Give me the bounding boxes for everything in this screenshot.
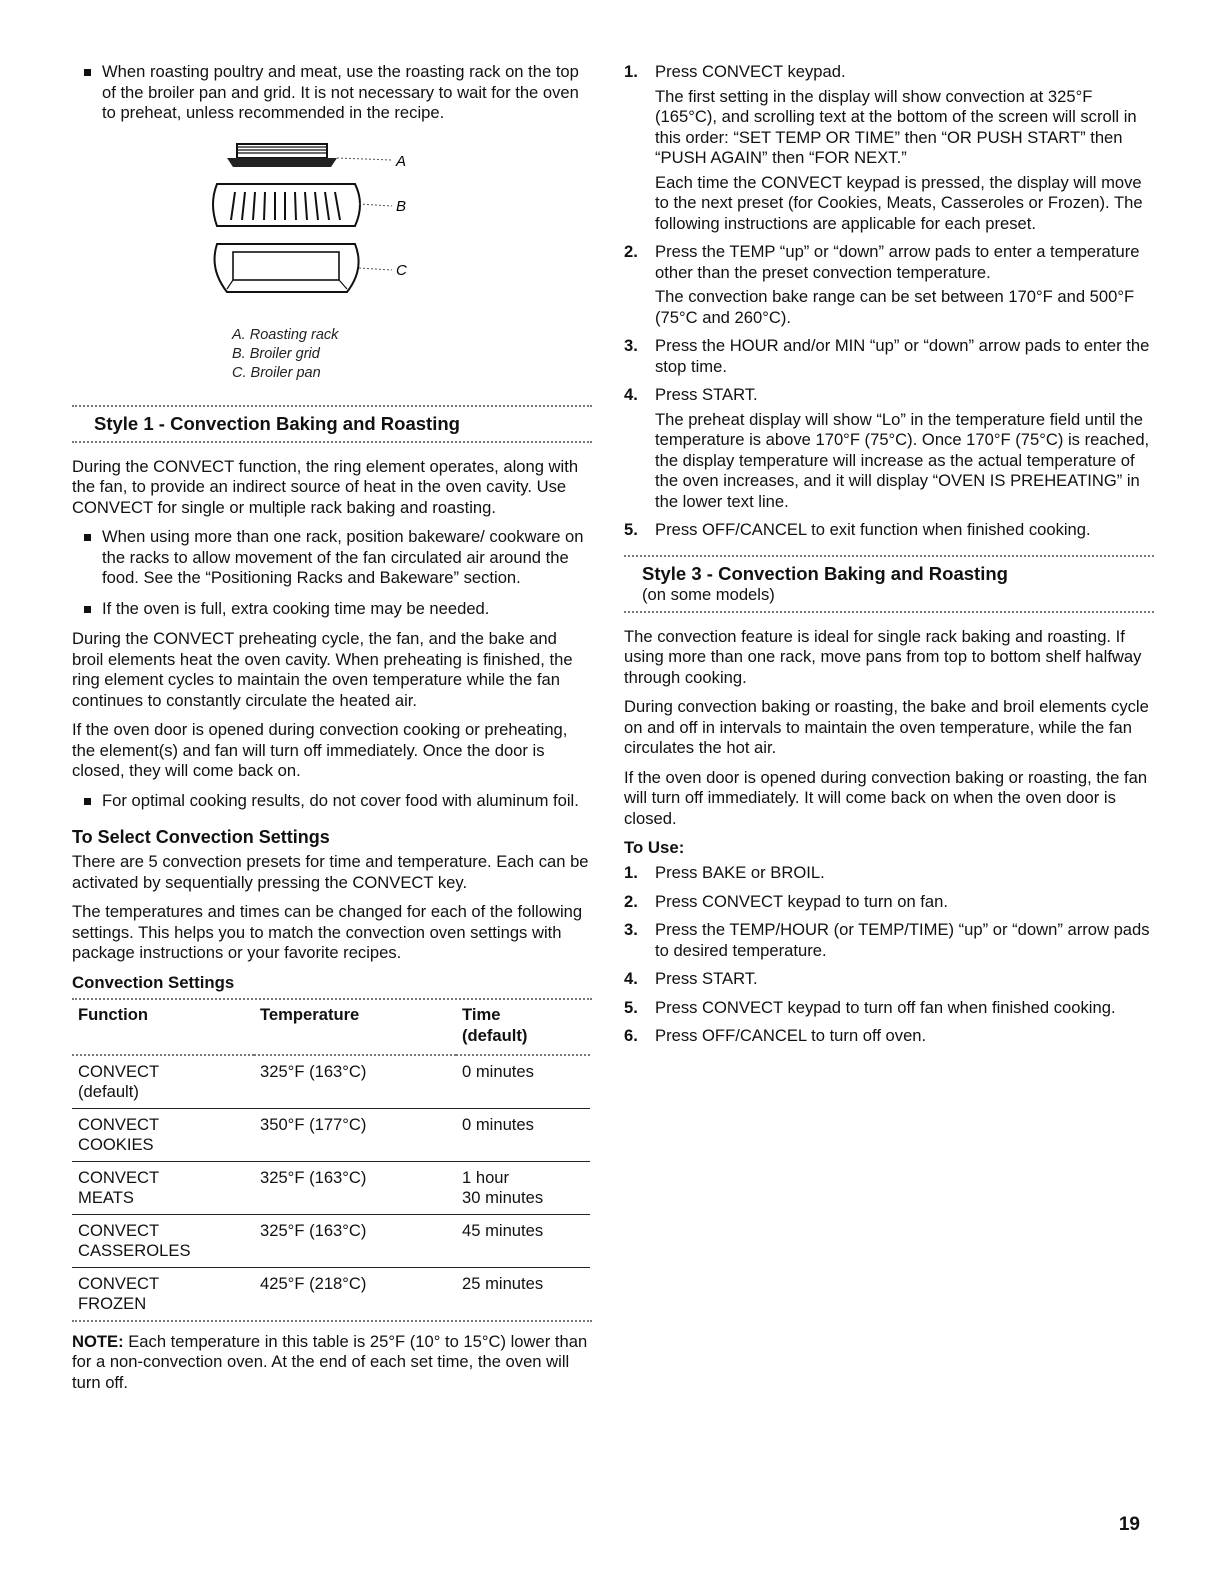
table-row xyxy=(72,1108,590,1161)
function-cell: CONVECT MEATS xyxy=(72,1161,254,1214)
style3-paragraph: The convection feature is ideal for single rack baking and roasting. If using more than one rack, move pans from top to bottom shelf halfway through cooking. xyxy=(624,626,1142,687)
temperature-cell: 325°F (163°C) xyxy=(254,1214,456,1267)
bullet-icon xyxy=(84,534,91,541)
bullet-item: When using more than one rack, position bakeware/ cookware on the racks to allow movement of the fan circulated air around the food. See the “Positioning Racks and Bakeware” section. xyxy=(72,527,592,589)
table-row xyxy=(72,1267,590,1320)
bullet-item: For optimal cooking results, do not cover food with aluminum foil. xyxy=(72,791,592,812)
figure-captions xyxy=(72,326,592,383)
broiler-pan-drawing xyxy=(215,244,392,292)
select-paragraph: There are 5 convection presets for time and temperature. Each can be activated by sequentially pressing the CONVECT key. xyxy=(72,852,589,892)
right-column xyxy=(624,62,1154,1055)
style1-paragraph: During the CONVECT function, the ring element operates, along with the fan, to provide an indirect source of heat in the oven cavity. Use CONVECT for single or multiple rack baking and roasting. xyxy=(72,456,579,517)
table-header-row xyxy=(72,1000,590,1054)
temperature-cell: 425°F (218°C) xyxy=(260,1273,367,1293)
roasting-pan-illustration xyxy=(187,134,547,326)
convection-settings-table xyxy=(72,1000,590,1320)
select-paragraph: The temperatures and times can be changed for each of the following settings. This helps you to match the convection oven settings with package instructions or your favorite recipes. xyxy=(72,902,583,962)
time-cell: 0 minutes xyxy=(456,1055,590,1109)
time-cell: 1 hour 30 minutes xyxy=(456,1161,590,1214)
time-cell: 0 minutes xyxy=(456,1108,590,1161)
temperature-cell: 350°F (177°C) xyxy=(254,1108,456,1161)
step-item: 3. Press the TEMP/HOUR (or TEMP/TIME) “up” or “down” arrow pads to desired temperature. xyxy=(624,920,1150,960)
table-row xyxy=(72,1055,590,1109)
bullet-icon xyxy=(84,798,91,805)
page-number: 19 xyxy=(1118,1514,1140,1535)
step-item: 2. Press the TEMP “up” or “down” arrow pads to enter a temperature other than the preset convection temperature. The convection bake range can be set between 170°F and 500°F (75°C and 260°C). xyxy=(624,242,1140,327)
style3-paragraph: If the oven door is opened during convection baking or roasting, the fan will turn off immediately. It will come back on when the oven door is closed. xyxy=(624,767,1148,828)
step-item: 5. Press CONVECT keypad to turn off fan when finished cooking. xyxy=(624,997,1116,1017)
left-column xyxy=(72,62,592,1402)
caption-c: C. Broiler pan xyxy=(232,364,321,381)
step-item: 3. Press the HOUR and/or MIN “up” or “down” arrow pads to enter the stop time. xyxy=(624,336,1150,376)
temperature-cell: 325°F (163°C) xyxy=(254,1055,456,1109)
step-item: 5. Press OFF/CANCEL to exit function when finished cooking. xyxy=(624,520,1091,539)
broiler-grid-drawing xyxy=(213,184,392,226)
step-item: 2. Press CONVECT keypad to turn on fan. xyxy=(624,891,948,911)
style3-heading: Style 3 - Convection Baking and Roasting xyxy=(642,562,1008,584)
divider xyxy=(624,555,1154,557)
table-row xyxy=(72,1214,590,1267)
step-item: 1. Press BAKE or BROIL. xyxy=(624,863,825,882)
bullet-item: When roasting poultry and meat, use the roasting rack on the top of the broiler pan and grid. It is not necessary to wait for the oven to preheat, unless recommended in the recipe. xyxy=(72,62,592,124)
bullet-icon xyxy=(84,606,91,613)
divider xyxy=(72,441,592,443)
function-cell: CONVECT (default) xyxy=(72,1055,254,1109)
style1-paragraph: During the CONVECT preheating cycle, the fan, and the bake and broil elements heat the oven cavity. When preheating is finished, the ring element cycles to maintain the oven temperature while the fan continues to constantly circulate the heated air. xyxy=(72,629,573,710)
time-cell: 25 minutes xyxy=(462,1273,544,1293)
table-title: Convection Settings xyxy=(72,972,235,992)
style3-subheading: (on some models) xyxy=(642,584,775,604)
table-note: NOTE: Each temperature in this table is 25°F (10° to 15°C) lower than for a non-convection oven. At the end of each set time, the oven will turn off. xyxy=(72,1331,588,1392)
bullet-icon xyxy=(84,69,91,76)
time-cell: 45 minutes xyxy=(456,1214,590,1267)
caption-a: A. Roasting rack xyxy=(232,326,339,343)
header-temperature: Temperature xyxy=(260,1004,360,1024)
roasting-figure xyxy=(72,134,592,326)
temperature-cell: 325°F (163°C) xyxy=(254,1161,456,1214)
header-time: Time (default) xyxy=(462,1004,528,1045)
select-settings-heading: To Select Convection Settings xyxy=(72,827,330,847)
callout-c: C xyxy=(396,261,407,279)
style1-paragraph: If the oven door is opened during convection cooking or preheating, the element(s) and fan will turn off immediately. Once the door is closed, they will come back on. xyxy=(72,720,568,780)
caption-b: B. Broiler grid xyxy=(232,345,320,362)
divider xyxy=(72,1320,592,1322)
header-function: Function xyxy=(78,1004,149,1024)
roasting-rack-drawing xyxy=(227,144,392,167)
callout-a: A xyxy=(396,152,407,170)
step-item: 4. Press START. xyxy=(624,969,758,988)
bullet-item: If the oven is full, extra cooking time may be needed. xyxy=(72,599,592,620)
step-item: 1. Press CONVECT keypad. The first setting in the display will show convection at 325°F (165°C), and scrolling text at the bottom of the screen will scroll in this order: “SET TEMP OR TIME” then “OR PUSH START” then “PUSH AGAIN” then “FOR NEXT.” Each time the CONVECT keypad is pressed, the display will move to the next preset (for Cookies, Meats, Casseroles or Frozen). The following instructions are applicable for each preset. xyxy=(624,62,1143,233)
callout-b: B xyxy=(396,197,407,215)
divider xyxy=(72,405,592,407)
function-cell: CONVECT FROZEN xyxy=(78,1273,160,1313)
function-cell: CONVECT COOKIES xyxy=(72,1108,254,1161)
divider xyxy=(624,611,1154,613)
style1-heading: Style 1 - Convection Baking and Roasting xyxy=(94,412,460,434)
step-item: 4. Press START. The preheat display will show “Lo” in the temperature field until the temperature is above 170°F (75°C). Once 170°F (75°C) is reached, the display temperature will increase as the actual temperature of the oven increases, and it will display “OVEN IS PREHEATING” in the lower text line. xyxy=(624,385,1150,511)
function-cell: CONVECT CASSEROLES xyxy=(72,1214,254,1267)
style3-paragraph: During convection baking or roasting, the bake and broil elements cycle on and off in intervals to maintain the oven temperature, while the fan circulates the hot air. xyxy=(624,697,1149,757)
table-row xyxy=(72,1161,590,1214)
step-item: 6. Press OFF/CANCEL to turn off oven. xyxy=(624,1026,927,1045)
to-use-heading: To Use: xyxy=(624,838,685,857)
